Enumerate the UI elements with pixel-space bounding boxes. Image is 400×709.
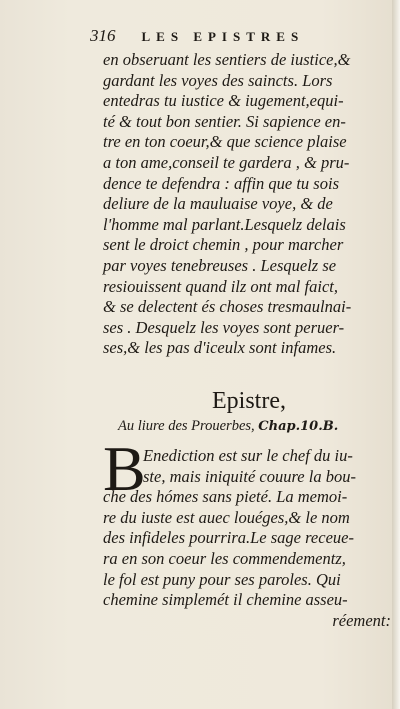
section-source bbox=[118, 418, 388, 435]
page-header bbox=[90, 26, 370, 46]
text-line: gardant les voyes des saincts. Lors bbox=[103, 70, 333, 90]
drop-cap: B bbox=[103, 433, 146, 504]
text-line: ste, mais iniquité couure la bou- bbox=[143, 466, 356, 486]
text-line: des infideles pourrira.Le sage receue- bbox=[103, 528, 354, 548]
text-line: re du iuste est auec louéges,& le nom bbox=[103, 507, 350, 527]
chapter-reference: Chap.10.B. bbox=[258, 419, 339, 434]
text-line: en obseruant les sentiers de iustice,& bbox=[103, 50, 351, 69]
text-line: chemine simplemét il chemine asseu- bbox=[103, 590, 348, 610]
source-reference: Au liure des Prouerbes, bbox=[118, 418, 255, 434]
text-line: dence te defendra : affin que tu sois bbox=[103, 173, 339, 193]
text-line: che des hómes sans pieté. La memoi- bbox=[103, 487, 348, 507]
text-line: sent le droict chemin , pour marcher bbox=[103, 235, 344, 255]
page-edge bbox=[392, 0, 400, 709]
text-line: réement: bbox=[332, 610, 391, 630]
section-title: Epistre, bbox=[212, 388, 286, 414]
text-line: tre en ton coeur,& que science plaise bbox=[103, 132, 347, 152]
running-title: LES EPISTRES bbox=[141, 29, 305, 44]
body-text-block bbox=[103, 50, 393, 359]
text-line: deliure de la mauluaise voye, & de bbox=[103, 194, 333, 214]
text-line: entedras tu iustice & iugement,equi- bbox=[103, 91, 344, 111]
text-line: té & tout bon sentier. Si sapience en- bbox=[103, 111, 346, 131]
text-line: ra en son coeur les commendementz, bbox=[103, 548, 346, 568]
text-line: l'homme mal parlant.Lesquelz delais bbox=[103, 214, 346, 234]
text-line: a ton ame,conseil te gardera , & pru- bbox=[103, 152, 350, 172]
text-line: ses . Desquelz les voyes sont peruer- bbox=[103, 317, 345, 337]
text-line: par voyes tenebreuses . Lesquelz se bbox=[103, 255, 337, 275]
page-number: 316 bbox=[90, 26, 116, 45]
text-line: resiouissent quand ilz ont mal faict, bbox=[103, 276, 338, 296]
text-line: Enediction est sur le chef du iu- bbox=[143, 446, 353, 465]
text-line: le fol est puny pour ses paroles. Qui bbox=[103, 569, 341, 589]
text-line: & se delectent és choses tresmaulnai- bbox=[103, 297, 352, 317]
epistle-text-block bbox=[103, 446, 393, 631]
text-line: ses,& les pas d'iceulx sont infames. bbox=[103, 338, 337, 358]
